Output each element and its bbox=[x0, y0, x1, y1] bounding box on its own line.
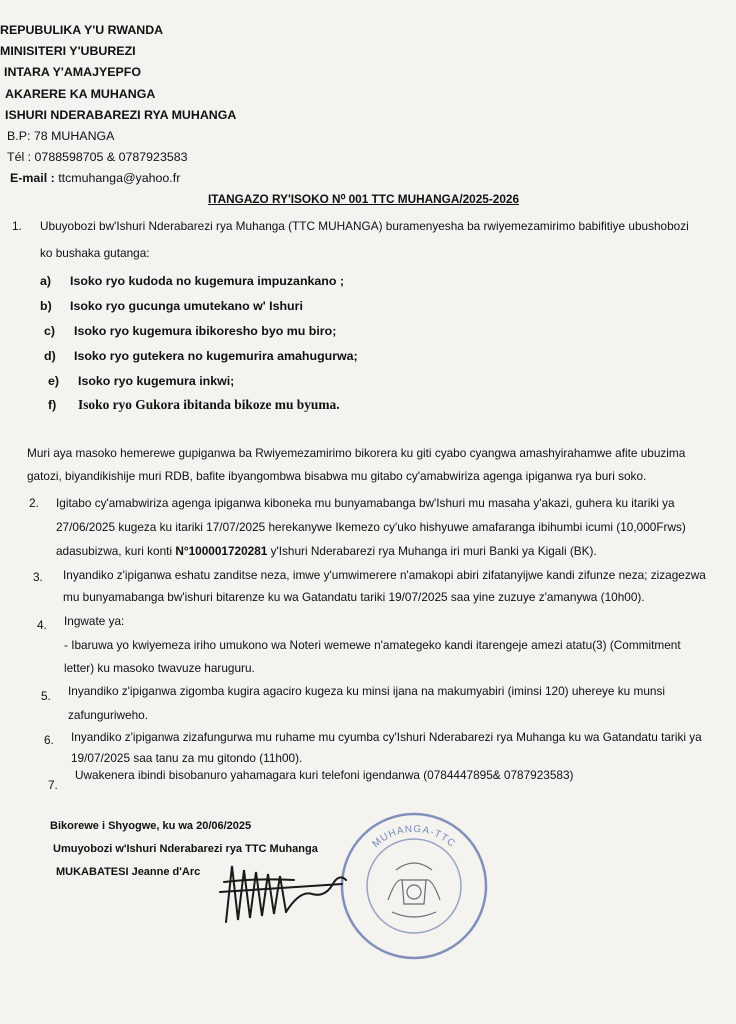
paragraph-number: 5. bbox=[41, 689, 51, 703]
header-school: ISHURI NDERABAREZI RYA MUHANGA bbox=[5, 107, 237, 122]
list-item-letter: a) bbox=[40, 274, 52, 288]
item-line: 19/07/2025 saa tanu za mu gitondo (11h00). bbox=[71, 751, 303, 765]
letterhead bbox=[0, 20, 236, 190]
signoff-name: MUKABATESI Jeanne d'Arc bbox=[56, 866, 201, 878]
item-line: Igitabo cy'amabwiriza agenga ipiganwa kiboneka mu bunyamabanga bw'Ishuri mu masaha y'akazi, guhera ku itariki ya bbox=[56, 496, 675, 510]
account-suffix: y'Ishuri Nderabarezi rya Muhanga iri muri Banki ya Kigali (BK). bbox=[267, 544, 597, 558]
item-line: Inyandiko z'ipiganwa eshatu zanditse neza, imwe y'umwimerere n'amakopi abiri zifatanyijwe kandi zifunze neza; zizagezwa bbox=[63, 568, 706, 582]
list-item-text: Isoko ryo kugemura ibikoresho byo mu biro; bbox=[74, 324, 337, 338]
handwritten-signature bbox=[216, 852, 366, 932]
paragraph-number: 1. bbox=[12, 219, 22, 233]
signoff-place-date: Bikorewe i Shyogwe, ku wa 20/06/2025 bbox=[50, 820, 252, 832]
header-telephone: Tél : 0788598705 & 0787923583 bbox=[7, 150, 188, 165]
item-line: Inyandiko z'ipiganwa zizafungurwa mu ruhame mu cyumba cy'Ishuri Nderabarezi rya Muhanga ku wa Gatandatu tariki ya bbox=[71, 730, 702, 744]
list-item-text: Isoko ryo kugemura inkwi; bbox=[78, 374, 235, 388]
item-line: - Ibaruwa yo kwiyemeza iriho umukono wa Noteri wemewe n'amategeko kandi itarengeje amezi atatu(3) (Commitment bbox=[64, 638, 681, 652]
list-item-letter: b) bbox=[40, 299, 52, 313]
header-country: REPUBULIKA Y'U RWANDA bbox=[0, 23, 164, 37]
notice-title: ITANGAZO RY'ISOKO N⁰ 001 TTC MUHANGA/2025-2026 bbox=[208, 192, 520, 206]
eligibility-line: gatozi, biyandikishije muri RDB, bafite ibyangombwa bisabwa mu gitabo cy'amabwiriza agenga ipiganwa rya buri soko. bbox=[27, 469, 647, 483]
header-district: AKARERE KA MUHANGA bbox=[5, 86, 156, 101]
list-item-letter: e) bbox=[48, 374, 60, 388]
item-line: zafunguriweho. bbox=[68, 708, 149, 722]
list-item-text: Isoko ryo kudoda no kugemura impuzankano ; bbox=[70, 274, 345, 288]
paragraph-number: 3. bbox=[33, 570, 43, 584]
header-email bbox=[10, 168, 236, 189]
paragraph-number: 6. bbox=[44, 733, 54, 747]
item-line: 27/06/2025 kugeza ku itariki 17/07/2025 herekanywe Ikemezo cy'uko hishyuwe amafaranga ibihumbi icumi (10,000Frws) bbox=[56, 520, 686, 534]
header-province: INTARA Y'AMAJYEPFO bbox=[4, 65, 141, 80]
email-label: E-mail : bbox=[10, 171, 55, 186]
list-item-letter: d) bbox=[44, 349, 56, 363]
intro-line: ko bushaka gutanga: bbox=[40, 246, 150, 260]
list-item-letter: f) bbox=[48, 398, 57, 412]
svg-text:MUHANGA-TTC bbox=[370, 824, 457, 850]
list-item-letter: c) bbox=[44, 324, 56, 338]
list-item-text: Isoko ryo Gukora ibitanda bikoze mu byuma. bbox=[78, 397, 340, 412]
paragraph-number: 7. bbox=[48, 778, 58, 792]
paragraph-number: 4. bbox=[37, 618, 47, 632]
email-value: ttcmuhanga@yahoo.fr bbox=[58, 171, 181, 186]
intro-line: Ubuyobozi bw'Ishuri Nderabarezi rya Muhanga (TTC MUHANGA) buramenyesha ba rwiyemezamirimo babifitiye ubushobozi bbox=[40, 219, 689, 233]
signoff-title: Umuyobozi w'Ishuri Nderabarezi rya TTC Muhanga bbox=[53, 843, 318, 855]
stamp-text: MUHANGA-TTC bbox=[370, 823, 458, 851]
account-prefix: adasubizwa, kuri konti bbox=[56, 544, 176, 558]
guarantee-label: Ingwate ya: bbox=[64, 614, 125, 628]
header-po-box: B.P: 78 MUHANGA bbox=[7, 129, 115, 144]
header-ministry: MINISITERI Y'UBUREZI bbox=[0, 44, 136, 59]
eligibility-line: Muri aya masoko hemerewe gupiganwa ba Rwiyemezamirimo bikorera ku giti cyabo cyangwa amashyirahamwe afite ubuzima bbox=[27, 446, 686, 460]
paragraph-number: 2. bbox=[29, 496, 39, 510]
item-line: letter) ku masoko twavuze haruguru. bbox=[64, 661, 255, 675]
item-line: mu bunyamabanga bw'ishuri bitarenze ku wa Gatandatu tariki 19/07/2025 saa yine zuzuye z'amanywa (10h00). bbox=[63, 590, 645, 604]
account-number: N°100001720281 bbox=[175, 544, 268, 558]
item-line bbox=[56, 544, 597, 558]
list-item-text: Isoko ryo gutekera no kugemurira amahugurwa; bbox=[74, 349, 358, 363]
item-line: Uwakenera ibindi bisobanuro yahamagara kuri telefoni igendanwa (0784447895& 0787923583) bbox=[75, 768, 574, 782]
item-line: Inyandiko z'ipiganwa zigomba kugira agaciro kugeza ku minsi ijana na makumyabiri (iminsi 120) uhereye ku munsi bbox=[68, 684, 665, 698]
list-item-text: Isoko ryo gucunga umutekano w' Ishuri bbox=[70, 299, 303, 313]
